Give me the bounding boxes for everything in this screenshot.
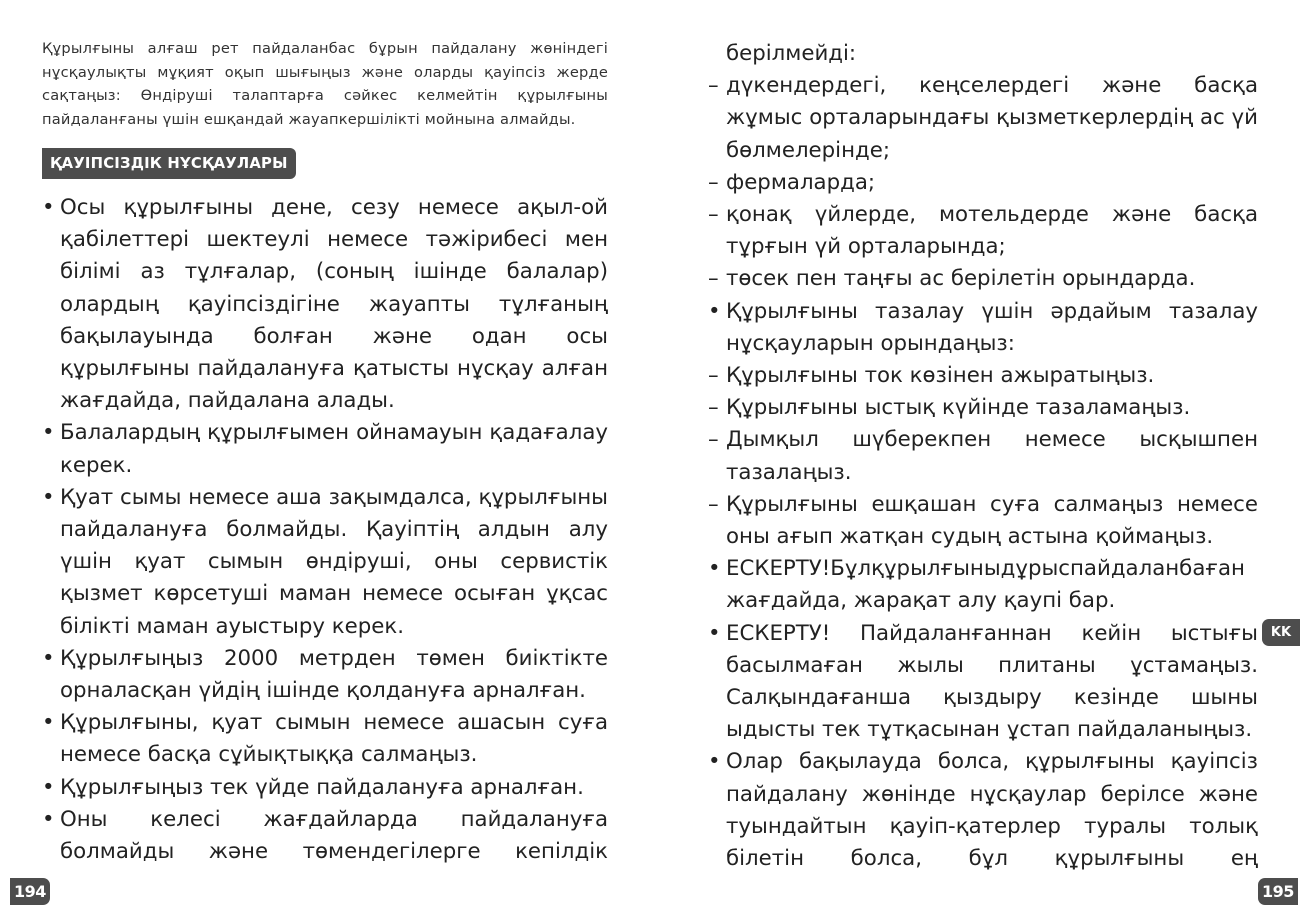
- dash-icon: –: [708, 427, 719, 453]
- warning-item: [708, 553, 1258, 617]
- section-heading: ҚАУІПСІЗДІК НҰСҚАУЛАРЫ: [42, 148, 296, 179]
- page-number: 194: [10, 878, 50, 905]
- list-item-text: Құрылғыңыз тек үйде пайдалануға арналған.: [60, 774, 584, 800]
- sub-list-item: [708, 70, 1258, 167]
- sub-item-text: Құрылғыны ток көзінен ажыратыңыз.: [726, 363, 1155, 389]
- bullet-icon: •: [42, 774, 55, 800]
- bullet-icon: •: [708, 620, 721, 646]
- intro-paragraph: Құрылғыны алғаш рет пайдаланбас бұрын пайдалану жөніндегі нұсқаулықты мұқият оқып шығыңыз және оларды қауіпсіз жерде сақтаңыз: Өндіруші талаптарға сәйкес келмейтін құрылғыны пайдаланғаны үшін ешқандай жауапкершілікті мойнына алмайды.: [42, 40, 608, 128]
- sub-list-item: [708, 199, 1258, 263]
- dash-icon: –: [708, 363, 719, 389]
- list-item: [42, 804, 608, 868]
- bullet-icon: •: [42, 195, 55, 220]
- list-item: [42, 643, 608, 707]
- list-item-text: Балалардың құрылғымен ойнамауын қадағалау керек.: [60, 420, 608, 478]
- continuation-text: [708, 38, 1258, 70]
- safety-list: [42, 192, 608, 868]
- list-item: [42, 192, 608, 417]
- bullet-icon: •: [42, 420, 55, 446]
- sub-item-text: дүкендердегі, кеңселердегі және басқа жұмыс орталарындағы қызметкерлердің ас үй бөлмелерінде;: [726, 73, 1258, 163]
- dash-icon: –: [708, 169, 719, 195]
- sub-list-item: [708, 360, 1258, 392]
- sub-item-text: Құрылғыны ешқашан суға салмаңыз немесе оны ағып жатқан судың астына қоймаңыз.: [726, 491, 1258, 550]
- list-item: [42, 707, 608, 771]
- list-item: [42, 772, 608, 804]
- sub-list-item: [708, 424, 1258, 488]
- safety-list-continued: [708, 38, 1258, 875]
- dash-icon: –: [708, 395, 719, 421]
- sub-list-item: [708, 392, 1258, 424]
- sub-item-text: Құрылғыны ыстық күйінде тазаламаңыз.: [726, 395, 1191, 421]
- list-item-text: Осы құрылғыны дене, сезу немесе ақыл-ой қабілеттері шектеулі немесе тәжірибесі мен білімі аз тұлғалар, (соның ішінде балалар) олардың қауіпсіздігіне жауапты тұлғаның бақылауында болған және одан осы құрылғыны пайдалануға қатысты нұсқау алған жағдайда, пайдалана алады.: [60, 195, 608, 414]
- bullet-icon: •: [42, 484, 55, 510]
- list-item-text: Қуат сымы немесе аша зақымдалса, құрылғыны пайдалануға болмайды. Қауіптің алдын алу үшін қуат сымын өндіруші, оны сервистік қызмет көрсетуші маман немесе осыған ұқсас білікті маман ауыстыру керек.: [60, 484, 608, 639]
- list-item-text: берілмейді:: [726, 41, 857, 66]
- list-item: [42, 417, 608, 481]
- sub-list-item: [708, 263, 1258, 295]
- sub-item-text: қонақ үйлерде, мотельдерде және басқа тұрғын үй орталарында;: [726, 202, 1258, 260]
- bullet-icon: •: [42, 710, 55, 736]
- bullet-icon: •: [708, 298, 721, 324]
- dash-icon: –: [708, 202, 719, 228]
- list-item-text: Құрылғыны тазалау үшін әрдайым тазалау нұсқауларын орындаңыз:: [726, 298, 1258, 356]
- warning-item: [708, 618, 1258, 747]
- dash-icon: –: [708, 266, 719, 292]
- list-item-text: Олар бақылауда болса, құрылғыны қауіпсіз пайдалану жөнінде нұсқаулар берілсе және туындайтын қауіп-қатерлер туралы толық білетін болса, бұл құрылғыны ең: [726, 749, 1258, 872]
- list-item: [42, 482, 608, 643]
- list-item-text: Құрылғыңыз 2000 метрден төмен биіктікте орналасқан үйдің ішінде қолдануға арналған.: [60, 645, 608, 704]
- right-page: [650, 0, 1300, 922]
- bullet-icon: •: [708, 749, 721, 775]
- list-item: [708, 296, 1258, 360]
- sub-item-text: Дымқыл шүберекпен немесе ысқышпен тазалаңыз.: [726, 427, 1258, 485]
- sub-list-item: [708, 489, 1258, 553]
- list-item-text: Құрылғыны, қуат сымын немесе ашасын суға немесе басқа сұйықтыққа салмаңыз.: [60, 710, 608, 768]
- sub-list-item: [708, 167, 1258, 199]
- sub-item-text: төсек пен таңғы ас берілетін орындарда.: [726, 266, 1196, 292]
- list-item-text: Оны келесі жағдайларда пайдалануға болмайды және төмендегілерге кепілдік: [60, 806, 608, 865]
- bullet-icon: •: [42, 645, 55, 671]
- dash-icon: –: [708, 491, 719, 517]
- list-item: [708, 746, 1258, 875]
- dash-icon: –: [708, 73, 719, 99]
- list-item-text: ЕСКЕРТУ! Пайдаланғаннан кейін ыстығы басылмаған жылы плитаны ұстамаңыз. Салқындағанша қыздыру кезінде шыны ыдысты тек тұтқасынан ұстап пайдаланыңыз.: [726, 620, 1258, 743]
- sub-item-text: фермаларда;: [726, 169, 876, 195]
- page-number: 195: [1258, 878, 1298, 905]
- list-item-text: ЕСКЕРТУ!Бұлқұрылғыныдұрыспайдаланбаған жағдайда, жарақат алу қаупі бар.: [726, 556, 1245, 614]
- bullet-icon: •: [708, 556, 721, 582]
- language-tab: KK: [1262, 619, 1300, 646]
- bullet-icon: •: [42, 806, 55, 832]
